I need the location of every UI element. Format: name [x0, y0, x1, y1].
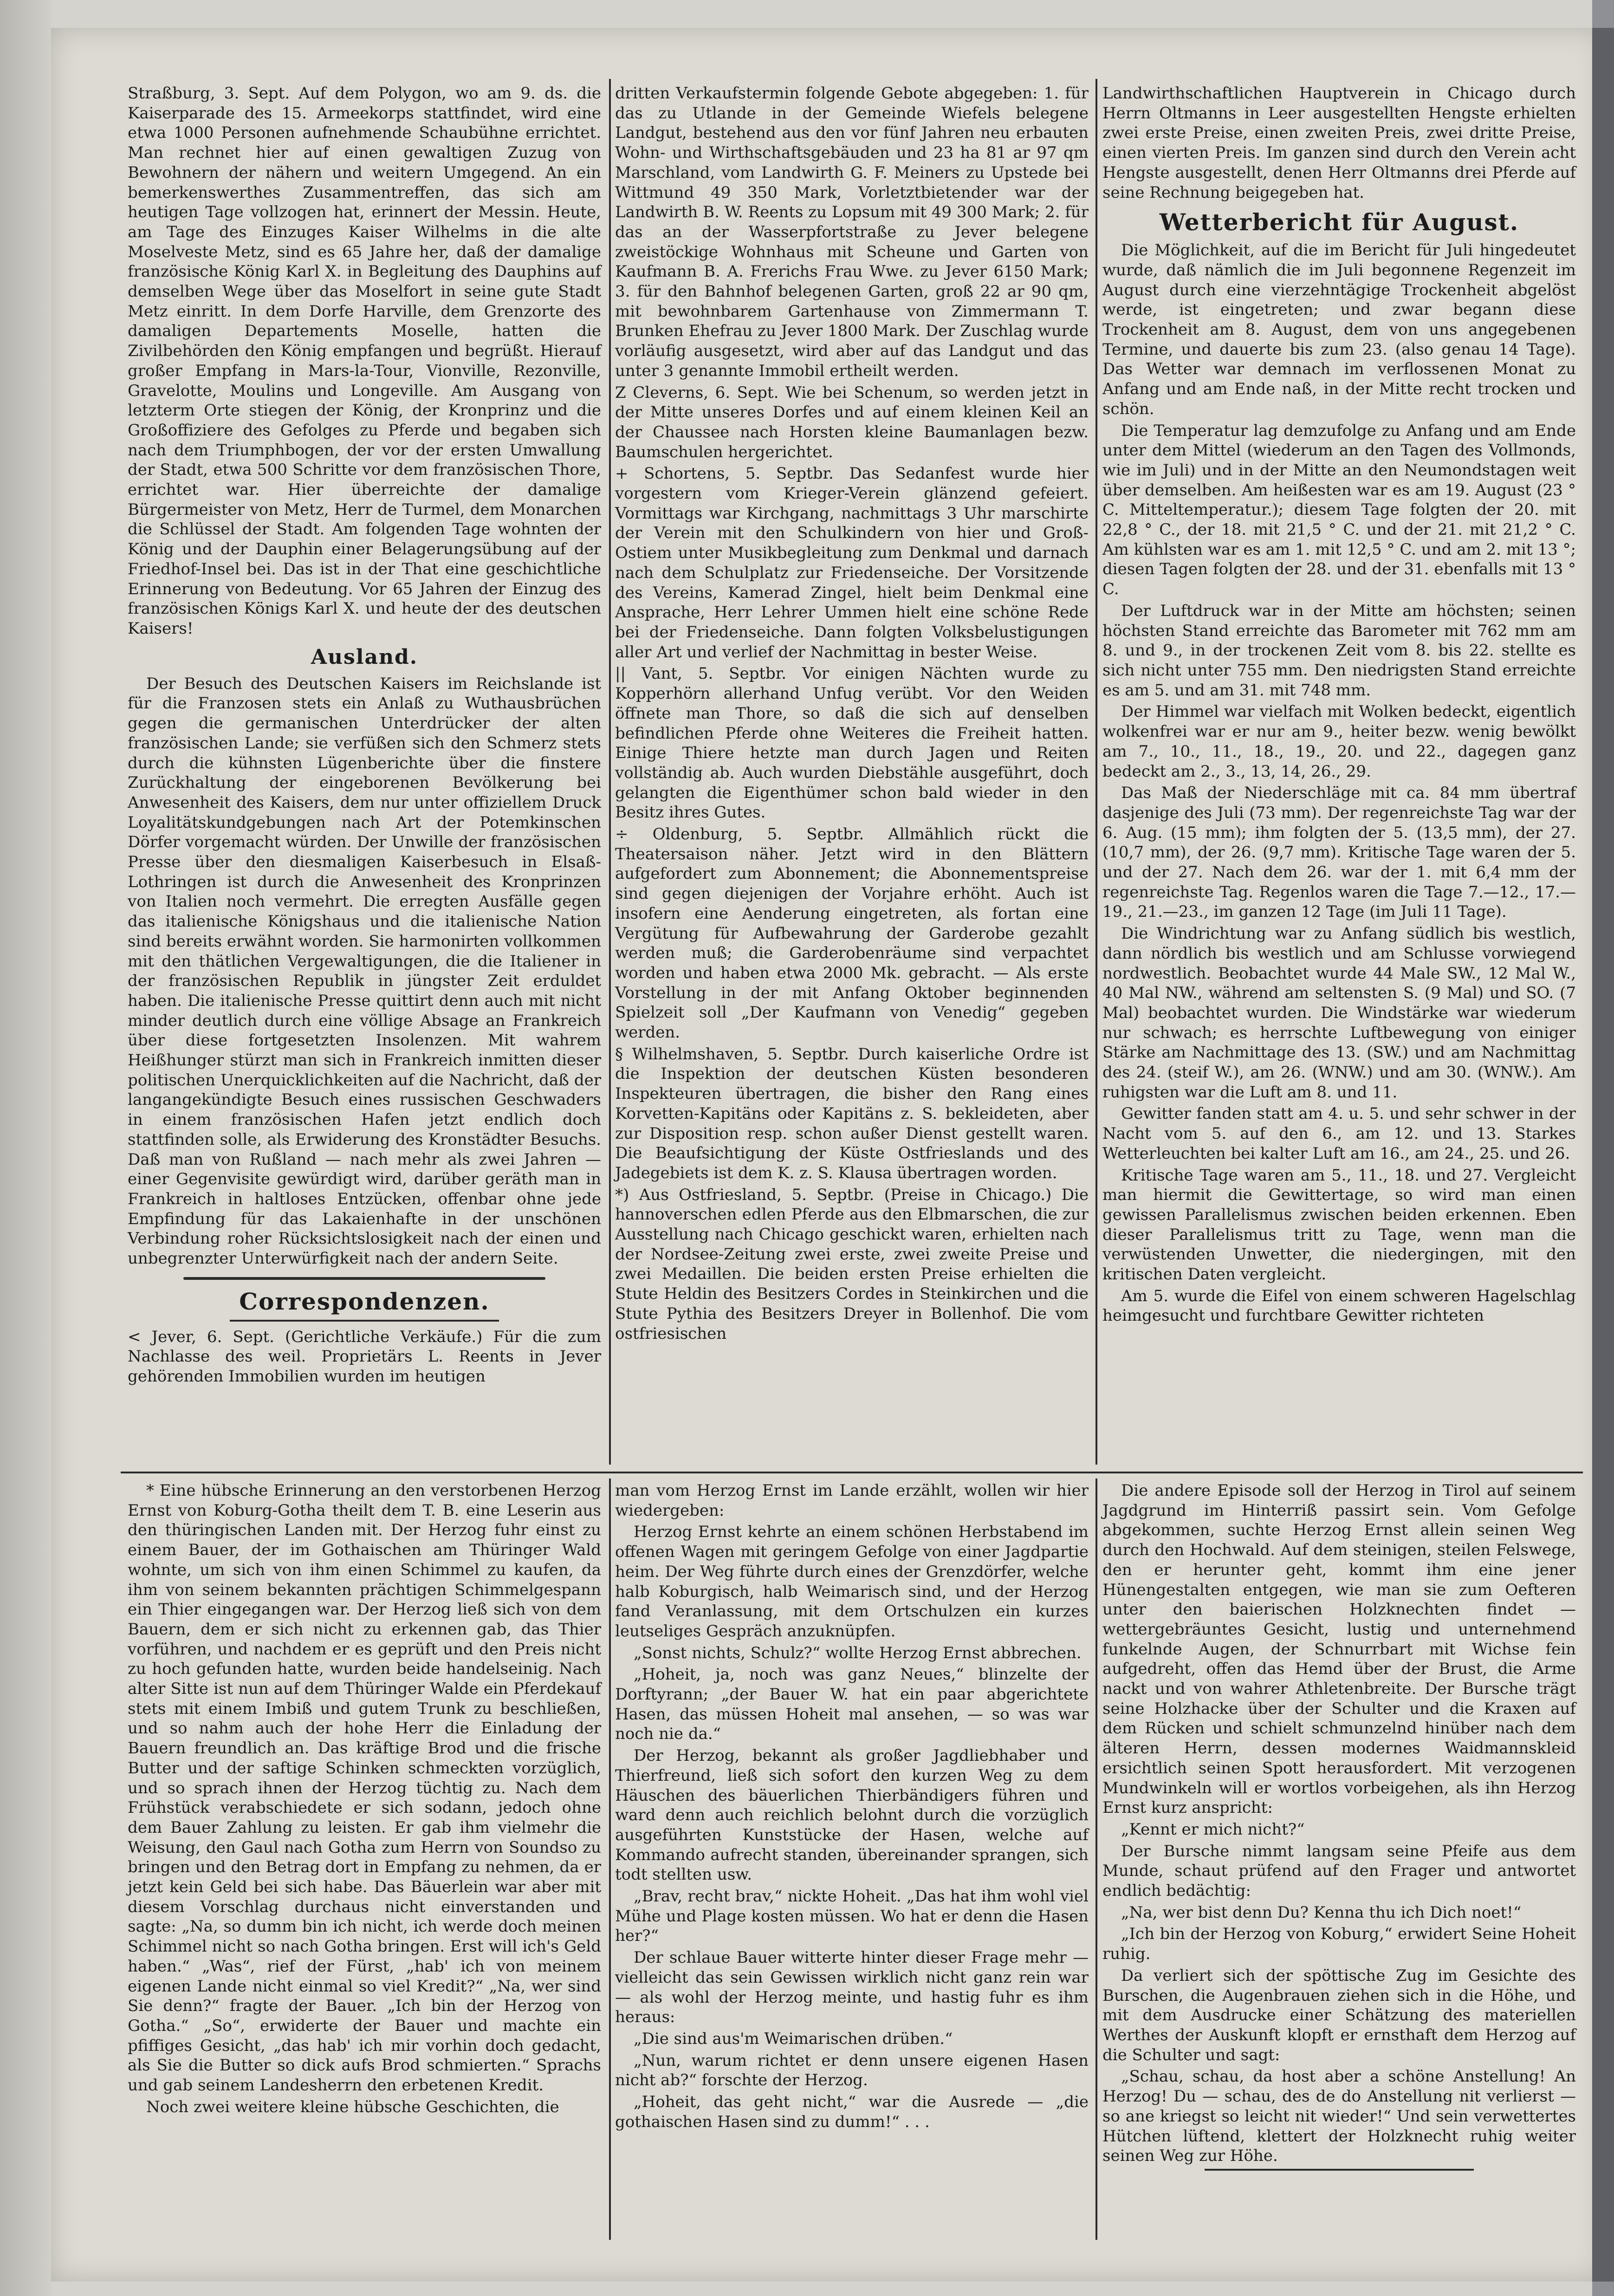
weather-critical-days: Kritische Tage waren am 5., 11., 18. und 27. Vergleicht man hiermit die Gewittertage, so wird man einen gewissen Parallelismus zwischen beiden erkennen. Eben dieser Parallelismus tritt zu Tage, wenn man die verwüstenden Unwetter, die niedergingen, mit den kritischen Daten vergleicht. — [1102, 1166, 1576, 1284]
story-tirol-3: Der Bursche nimmt langsam seine Pfeife aus dem Munde, schaut prüfend auf den Frager und antwortet endlich bedächtig: — [1102, 1842, 1576, 1900]
weather-temperature: Die Temperatur lag demzufolge zu Anfang und am Ende unter dem Mittel (wiederum an den Tagen des Vollmonds, wie im Juli) und in der Mitte an den Neumondstagen weit über demselben. Am heißesten war es am 19. August (23 ° C. Mitteltemperatur.); diesem Tage folgten der 20. mit 22,8 ° C., der 18. mit 21,5 ° C. und der 21. mit 21,2 ° C. Am kühlsten war es am 1. mit 12,5 ° C. und am 2. mit 13 °; diesen Tagen folgten der 28. und der 31. ebenfalls mit 13 ° C. — [1102, 421, 1576, 599]
next-page-edge — [1592, 28, 1614, 2282]
story-hasen-6: Der schlaue Bauer witterte hinter dieser Frage mehr — vielleicht das sein Gewissen wirklich nicht ganz rein war — als wohl der Herzog meinte, und hastig fuhr es ihm heraus: — [615, 1948, 1089, 2027]
weather-sky: Der Himmel war vielfach mit Wolken bedeckt, eigentlich wolkenfrei war er nur am 9., heiter bezw. wenig bewölkt am 7., 10., 11., 18., 19., 20. und 22., dagegen ganz bedeckt am 2., 3., 13, 14, 26., 29. — [1102, 702, 1576, 781]
story-erinnerung-end: Noch zwei weitere kleine hübsche Geschichten, die — [146, 2097, 559, 2116]
story-intro: man vom Herzog Ernst im Lande erzählt, wollen wir hier wiedergeben: — [615, 1481, 1089, 1520]
weather-intro: Die Möglichkeit, auf die im Bericht für Juli hingedeutet wurde, daß nämlich die im Juli begonnene Regenzeit im August durch eine vierzehntägige Trockenheit abgelöst werde, ist eingetreten; und zwar begann diese Trockenheit am 8. August, dem von uns angegebenen Termine, und dauerte bis zum 23. (also genau 14 Tage). Das Wetter war demnach im verflossenen Monat zu Anfang und am Ende naß, in der Mitte recht trocken und schön. — [1102, 241, 1576, 418]
article-cleverns: Z Cleverns, 6. Sept. Wie bei Schenum, so werden jetzt in der Mitte unseres Dorfes und auf einem kleinen Keil an der Chaussee nach Horsten kleine Baumanlagen bezw. Baumschulen hergerichtet. — [615, 383, 1089, 461]
story-tirol-7: „Schau, schau, da host aber a schöne Anstellung! An Herzog! Du — schau, des de do Anstellung nit verlierst — so ane kriegst so leicht nit wieder!“ Und sein verwettertes Hütchen lüftend, klettert der Holzknecht ruhig weiter seinen Weg zur Höhe. — [1102, 2067, 1576, 2166]
story-hasen-7: „Die sind aus'm Weimarischen drüben.“ — [634, 2029, 953, 2048]
story-tirol-2: „Kennt er mich nicht?“ — [1121, 1820, 1305, 1839]
weather-wind: Die Windrichtung war zu Anfang südlich bis westlich, dann nördlich bis westlich und am Schlusse vorwiegend nordwestlich. Beobachtet wurde 44 Male SW., 12 Mal W., 40 Mal NW., während am seltensten S. (9 Mal) und SO. (7 Mal) beobachtet wurden. Die Windstärke war wiederum nur schwach; es herrschte Luftbewegung von einiger Stärke am Nachmittage des 13. (SW.) und am Nachmittag des 24. (steif W.), am 26. (WNW.) und am 30. (WNW.). Am ruhigsten war die Luft am 8. und 11. — [1102, 924, 1576, 1102]
story-hasen-3: „Hoheit, ja, noch was ganz Neues,“ blinzelte der Dorftyrann; „der Bauer W. hat ein paar abgerichtete Hasen, das müssen Hoheit mal ansehen, — so was war noch nie da.“ — [615, 1665, 1089, 1744]
article-ostfriesland: *) Aus Ostfriesland, 5. Septbr. (Preise in Chicago.) Die hannoverschen edlen Pferde aus den Elbmarschen, die zur Ausstellung nach Chicago geschickt waren, erhielten nach der Nordsee-Zeitung zwei erste, zwei zweite Preise und zwei Medaillen. Die beiden ersten Preise erhielten die Stute Heldin des Besitzers Cordes in Steinkirchen und die Stute Pythia des Besitzers Dreyer in Bollenhof. Die vom ostfriesischen — [615, 1185, 1089, 1343]
scan-gutter — [0, 0, 51, 2296]
story-hasen-8: „Nun, warum richtet er denn unsere eigenen Hasen nicht ab?“ forschte der Herzog. — [615, 2051, 1089, 2090]
story-tirol-4: „Na, wer bist denn Du? Kenna thu ich Dich noet!“ — [1121, 1903, 1522, 1922]
article-schortens: + Schortens, 5. Septbr. Das Sedanfest wurde hier vorgestern vom Krieger-Verein glänzend gefeiert. Vormittags war Kirchgang, nachmittags 3 Uhr marschirte der Verein mit den Schulkindern von hier und Groß-Ostiem unter Musikbegleitung zum Denkmal und darnach nach dem Schulplatz zur Friedenseiche. Der Vorsitzende des Vereins, Kamerad Zingel, hielt beim Denkmal eine Ansprache, Herr Lehrer Ummen hielt eine schöne Rede bei der Friedenseiche. Dann folgten Volksbelustigungen aller Art und verlief der Nachmittag in bester Weise. — [615, 464, 1089, 662]
article-strassburg: Straßburg, 3. Sept. Auf dem Polygon, wo am 9. ds. die Kaiserparade des 15. Armeekorps stattfindet, wird eine etwa 1000 Personen aufnehmende Schaubühne errichtet. Man rechnet hier auf einen gewaltigen Zuzug von Bewohnern der nähern und weitern Umgegend. An ein bemerkenswerthes Zusammentreffen, das sich am heutigen Tage vollzogen hat, erinnert der Messin. Heute, am Tage des Einzuges Kaiser Wilhelms in die alte Moselveste Metz, sind es 65 Jahre her, daß der damalige französische König Karl X. in Begleitung des Dauphins auf demselben Wege über das Moselfort in seine gute Stadt Metz einritt. In dem Dorfe Harville, dem Grenzorte des damaligen Departements Moselle, hatten die Zivilbehörden den König empfangen und begrüßt. Hierauf großer Empfang in Mars-la-Tour, Vionville, Rezonville, Gravelotte, Moulins und Longeville. Am Ausgang von letzterm Orte stiegen der König, der Kronprinz und die Großoffiziere des Gefolges zu Pferde und begaben sich nach dem Triumphbogen, der vor der ersten Umwallung der Stadt, etwa 500 Schritte vor dem französischen Thore, errichtet war. Hier überreichte der damalige Bürgermeister von Metz, Herr de Turmel, dem Monarchen die Schlüssel der Stadt. Am folgenden Tage wohnten der König und der Dauphin einer Belagerungsübung auf der Friedhof-Insel bei. Das ist in der That eine geschichtliche Erinnerung von Bedeutung. Vor 65 Jahren der Einzug des französischen Königs Karl X. und heute der des deutschen Kaisers! — [128, 84, 601, 638]
section-head-correspondenzen: Correspondenzen. — [239, 1287, 490, 1315]
weather-thunderstorms: Gewitter fanden statt am 4. u. 5. und sehr schwer in der Nacht vom 5. auf den 6., am 12. und 13. Starkes Wetterleuchten bei kalter Luft am 16., am 24., 25. und 26. — [1102, 1104, 1576, 1163]
story-tirol-5: „Ich bin der Herzog von Koburg,“ erwidert Seine Hoheit ruhig. — [1102, 1925, 1576, 1964]
story-hasen-5: „Brav, recht brav,“ nickte Hoheit. „Das hat ihm wohl viel Mühe und Plage kosten müssen. Wo hat er denn die Hasen her?“ — [615, 1887, 1089, 1946]
article-wilhelmshaven: § Wilhelmshaven, 5. Septbr. Durch kaiserliche Ordre ist die Inspektion der deutschen Küsten besonderen Inspekteuren übertragen, die bisher den Rang eines Korvetten-Kapitäns oder Kapitäns z. S. bekleideten, aber zur Disposition resp. schon außer Dienst gestellt waren. Die Beaufsichtigung der Küste Ostfrieslands und des Jadegebiets ist dem K. z. S. Klausa übertragen worden. — [615, 1044, 1089, 1182]
newspaper-paper — [51, 28, 1604, 2282]
story-hasen-9: „Hoheit, das geht nicht,“ war die Ausrede — „die gothaischen Hasen sind zu dumm!“ . . . — [615, 2093, 1089, 2131]
bottom-column-1 — [128, 1481, 601, 2119]
article-jever-cont: dritten Verkaufstermin folgende Gebote abgegeben: 1. für das zu Utlande in der Gemeinde Wiefels belegene Landgut, bestehend aus den vor fünf Jahren neu erbauten Wohn- und Wirthschaftsgebäuden und 23 ha 81 ar 97 qm Marschland, vom Landwirth G. F. Meiners zu Upstede bei Wittmund 49 350 Mark, Vorletztbietender war der Landwirth B. W. Reents zu Lopsum mit 49 300 Mark; 2. für das an der Wasserpfortstraße zu Jever belegene zweistöckige Wohnhaus mit Scheune und Garten von Kaufmann B. A. Frerichs Frau Wwe. zu Jever 6150 Mark; 3. für den Bahnhof belegenen Garten, groß 22 ar 90 qm, mit bewohnbarem Gartenhause von Zimmermann T. Brunken Ehefrau zu Jever 1800 Mark. Der Zuschlag wurde vorläufig ausgesetzt, wird aber auf das Landgut und das unter 3 genannte Immobil ertheilt werden. — [615, 84, 1089, 380]
story-hasen-1: Herzog Ernst kehrte an einem schönen Herbstabend im offenen Wagen mit geringem Gefolge von einer Jagdpartie heim. Der Weg führte durch eines der Grenzdörfer, welche halb Koburgisch, halb Weimarisch sind, und der Herzog fand Veranlassung, mit dem Ortschulzen ein kurzes leutseliges Gespräch anzuknüpfen. — [615, 1523, 1089, 1641]
end-divider — [1205, 2169, 1474, 2171]
bottom-rule-1 — [609, 1479, 611, 2240]
weather-precipitation: Das Maß der Niederschläge mit ca. 84 mm übertraf dasjenige des Juli (73 mm). Der regenreichste Tag war der 6. Aug. (15 mm); ihm folgten der 5. (13,5 mm), der 27. (10,7 mm), der 26. (9,7 mm). Kritische Tage waren der 5. und der 27. Nach dem 26. war der 1. mit 6,4 mm der regenreichste Tag. Regenlos waren die Tage 7.—12., 17.—19., 21.—23., im ganzen 12 Tage (im Juli 11 Tage). — [1102, 784, 1576, 921]
bottom-column-2 — [615, 1481, 1089, 2134]
article-jever: < Jever, 6. Sept. (Gerichtliche Verkäufe.) Für die zum Nachlasse des weil. Proprietärs L. Reents in Jever gehörenden Immobilien wurden im heutigen — [128, 1327, 601, 1386]
article-oldenburg: ÷ Oldenburg, 5. Septbr. Allmählich rückt die Theatersaison näher. Jetzt wird in den Blättern aufgefordert zum Abonnement; die Abonnementspreise sind gegen diejenigen der Vorjahre erhöht. Auch ist insofern eine Aenderung eingetreten, als fortan eine Vergütung für Aufbewahrung der Garderobe gezahlt werden muß; die Garderobenräume sind verpachtet worden und haben etwa 2000 Mk. gebracht. — Als erste Vorstellung in der mit Anfang Oktober beginnenden Spielzeit soll „Der Kaufmann von Venedig“ gegeben werden. — [615, 825, 1089, 1042]
story-erinnerung: * Eine hübsche Erinnerung an den verstorbenen Herzog Ernst von Koburg-Gotha theilt dem T. B. eine Leserin aus den thüringischen Landen mit. Der Herzog fuhr einst zu einem Bauer, der im Gothaischen am Thüringer Wald wohnte, um sich von ihm einen Schimmel zu kaufen, da ihm von seinem bekannten prächtigen Schimmelgespann ein Thier eingegangen war. Der Herzog ließ sich von dem Bauern, dem er sich nicht zu erkennen gab, das Thier vorführen, und nachdem er es geprüft und den Preis nicht zu hoch gefunden hatte, wurden beide handelseinig. Nach alter Sitte ist nun auf dem Thüringer Walde ein Pferdekauf stets mit einem Imbiß und gutem Trunk zu beschließen, und so nahm auch der hohe Herr die Einladung der Bauern freundlich an. Das kräftige Brod und die frische Butter und der saftige Schinken schmeckten vorzüglich, und so sprach ihnen der Herzog tüchtig zu. Nach dem Frühstück verabschiedete er sich sodann, jedoch ohne dem Bauer Zahlung zu leisten. Er gab ihm vielmehr die Weisung, den Gaul nach Gotha zum Herrn von Soundso zu bringen und den Betrag dort in Empfang zu nehmen, da er jetzt kein Geld bei sich habe. Das Bäuerlein war aber mit diesem Vorschlag durchaus nicht einverstanden und sagte: „Na, so dumm bin ich nicht, ich werde doch meinen Schimmel nicht so nach Gotha bringen. Erst will ich's Geld haben.“ „Was“, rief der Fürst, „hab' ich von meinem eigenen Lande nicht einmal so viel Kredit?“ „Na, wer sind Sie denn?“ fragte der Bauer. „Ich bin der Herzog von Gotha.“ „So“, erwiderte der Bauer und machte ein pfiffiges Gesicht, „das hab' ich mir vorhin doch gedacht, als Sie die Butter so dick aufs Brod schmierten.“ Sprachs und gab seinem Landesherrn den erbetenen Kredit. — [128, 1481, 601, 2095]
weather-eifel: Am 5. wurde die Eifel von einem schweren Hagelschlag heimgesucht und furchtbare Gewitter richteten — [1102, 1286, 1576, 1325]
story-hasen-2: „Sonst nichts, Schulz?“ wollte Herzog Ernst abbrechen. — [634, 1643, 1082, 1662]
feuilleton-rule — [121, 1472, 1583, 1473]
section-head-ausland: Ausland. — [311, 645, 418, 669]
column-2 — [615, 84, 1089, 1345]
article-bant: || Vant, 5. Septbr. Vor einigen Nächten wurde zu Kopperhörn allerhand Unfug verübt. Vor den Weiden öffnete man Thore, so daß die sich auf denselben befindlichen Pferde ohne Weiteres die Freiheit hatten. Einige Thiere hetzte man durch Jagen und Reiten vollständig ab. Auch wurden Diebstähle ausgeführt, doch gelangten die Eigenthümer schon bald wieder in den Besitz ihres Gutes. — [615, 664, 1089, 822]
weather-pressure: Der Luftdruck war in der Mitte am höchsten; seinen höchsten Stand erreichte das Barometer mit 762 mm am 8. und 9., in der trockenen Zeit vom 8. bis 22. stellte es sich nicht unter 755 mm. Den niedrigsten Stand erreichte es am 5. und am 31. mit 748 mm. — [1102, 601, 1576, 700]
column-rule-1 — [609, 79, 611, 1465]
story-tirol-1: Die andere Episode soll der Herzog in Tirol auf seinem Jagdgrund im Hinterriß passirt sein. Vom Gefolge abgekommen, suchte Herzog Ernst allein seinen Weg durch den Hochwald. Auf dem steinigen, steilen Felswege, den er herunter geht, kommt ihm eine jener Hünengestalten entgegen, wie man sie zum Oefteren unter den baierischen Holzknechten findet — wettergebräuntes Gesicht, lustig und unternehmend funkelnde Augen, der Schnurrbart mit Wichse fein aufgedreht, offen das Hemd über der Brust, die Arme nackt und von wahrer Athletenbreite. Der Bursche trägt seine Holzhacke über der Schulter und die Kraxen auf dem Rücken und schielt schmunzelnd hinüber nach dem älteren Herrn, dessen modernes Waidmannskleid ersichtlich seinen Spott herausfordert. Mit verzogenen Mundwinkeln will er wortlos vorbeigehen, als ihn Herzog Ernst kurz anspricht: — [1102, 1481, 1576, 1817]
story-tirol-6: Da verliert sich der spöttische Zug im Gesichte des Burschen, die Augenbrauen ziehen sich in die Höhe, und mit dem Ausdrucke einer Schätzung des materiellen Werthes der Auskunft klopft er ernsthaft dem Herzog auf die Schulter und sagt: — [1102, 1966, 1576, 2064]
bottom-column-3 — [1102, 1481, 1576, 2176]
article-ausland: Der Besuch des Deutschen Kaisers im Reichslande ist für die Franzosen stets ein Anlaß zu Wuthausbrüchen gegen die germanischen Unterdrücker der alten französischen Lande; sie verfüßen sich den Schmerz stets durch die kühnsten Lügenberichte über die finstere Zurückhaltung der eingeborenen Bevölkerung bei Anwesenheit des Kaisers, dem nur unter offiziellem Druck Loyalitätskundgebungen nach Art der Potemkinschen Dörfer vorgemacht würden. Der Unwille der französischen Presse über den diesmaligen Kaiserbesuch in Elsaß-Lothringen ist durch die Anwesenheit des Kronprinzen von Italien noch vermehrt. Die erregten Ausfälle gegen das italienische Königshaus und die italienische Nation sind bereits erwähnt worden. Sie harmonirten vollkommen mit den thätlichen Vergewaltigungen, die die Italiener in der französischen Republik in jüngster Zeit erduldet haben. Die italienische Presse quittirt denn auch mit nicht minder deutlich durch eine völlige Absage an Frankreich über diese fortgesetzten Insolenzen. Mit wahrem Heißhunger stürzt man sich in Frankreich inmitten dieser politischen Unerquicklichkeiten auf die Nachricht, daß der langangekündigte Besuch eines russischen Geschwaders in einem französischen Hafen jetzt endlich doch stattfinden solle, als Erwiderung des Kronstädter Besuchs. Daß man von Rußland — nach mehr als zwei Jahren — einer Gegenvisite gewürdigt wird, darüber geräth man in Frankreich in haltloses Entzücken, offenbar ohne jede Empfindung für das Lakaienhafte in der unschönen Verbindung roher Rücksichtslosigkeit nach der einen und unbegrenzter Unterwürfigkeit nach der andern Seite. — [128, 674, 601, 1268]
column-3 — [1102, 84, 1576, 1328]
column-1 — [128, 84, 601, 1388]
article-ostfriesland-cont: Landwirthschaftlichen Hauptverein in Chicago durch Herrn Oltmanns in Leer ausgestellten Hengste erhielten zwei erste Preise, einen zweiten Preis, zwei dritte Preise, einen vierten Preis. Im ganzen sind durch den Verein acht Hengste ausgestellt, denen Herr Oltmanns drei Pferde auf seine Rechnung beigegeben hat. — [1102, 84, 1576, 202]
story-hasen-4: Der Herzog, bekannt als großer Jagdliebhaber und Thierfreund, ließ sich sofort den kurzen Weg zu dem Häuschen des bäuerlichen Thierbändigers führen und ward denn auch reichlich belohnt durch die vorzüglich ausgeführten Kunststücke der Hasen, welche auf Kommando aufrecht standen, übereinander sprangen, sich todt stellten usw. — [615, 1746, 1089, 1884]
bottom-rule-2 — [1095, 1479, 1097, 2240]
ornament-divider — [183, 1277, 545, 1280]
column-rule-2 — [1095, 79, 1097, 1465]
section-head-wetterbericht: Wetterbericht für August. — [1159, 208, 1519, 236]
short-divider — [230, 1320, 499, 1322]
